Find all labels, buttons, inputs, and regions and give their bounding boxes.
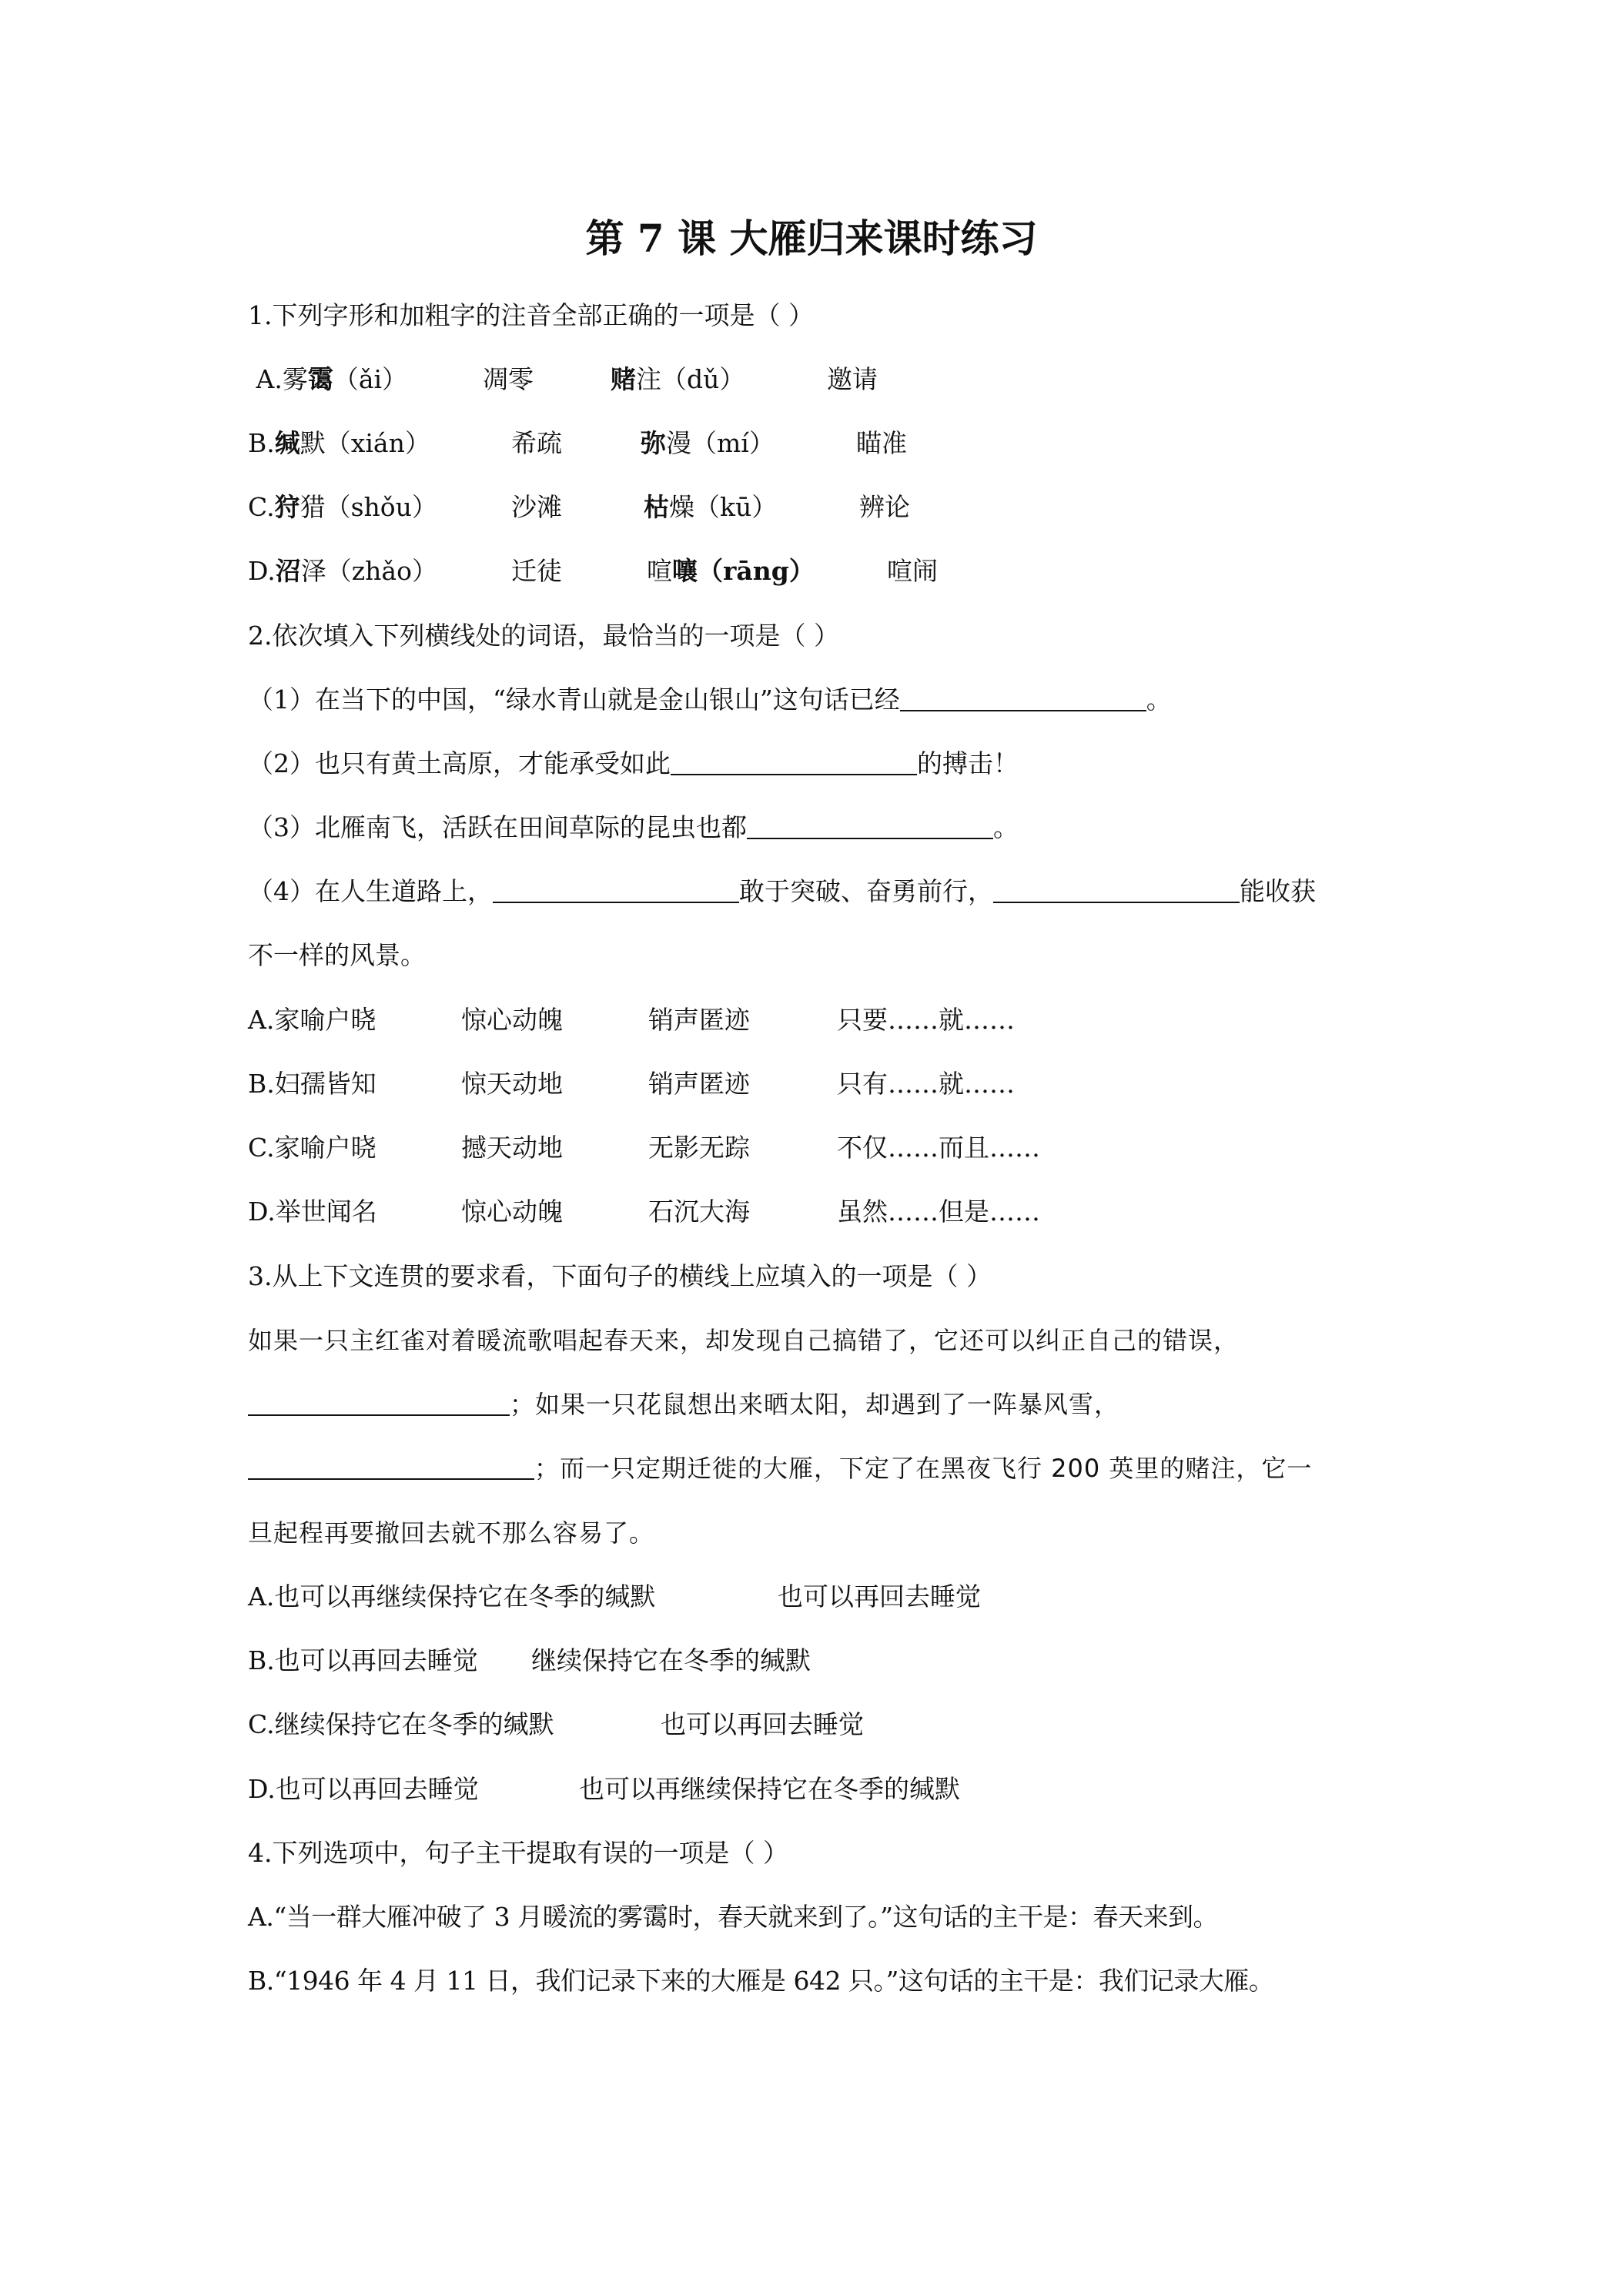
q2-sentence-2: （2）也只有黄土高原，才能承受如此 的搏击！ [248,745,1392,783]
q3-option-a: A.也可以再继续保持它在冬季的缄默 也可以再回去睡觉 [248,1581,981,1612]
q3-option-c: C.继续保持它在冬季的缄默 也可以再回去睡觉 [248,1709,864,1739]
q2-sentence-3: （3）北雁南飞，活跃在田间草际的昆虫也都 。 [248,808,1392,847]
answer-blank[interactable] [993,872,1240,903]
q2-option-b: B.妇孺皆知 惊天动地 销声匿迹 只有……就…… [248,1069,1015,1099]
q3-passage-line-4: 旦起程再要撤回去就不那么容易了。 [248,1518,655,1548]
q2-sentence-4: （4）在人生道路上， 敢于突破、奋勇前行， 能收获 [248,872,1392,911]
q4-option-b: B.“1946 年 4 月 11 日，我们记录下来的大雁是 642 只。”这句话的主干是：我们记录大雁。 [248,1966,1274,1996]
q3-passage-line-2: ；如果一只花鼠想出来晒太阳，却遇到了一阵暴风雪， [248,1385,1392,1424]
q1-stem: 1.下列字形和加粗字的注音全部正确的一项是（ ） [248,300,814,330]
answer-blank[interactable] [900,681,1146,711]
q2-option-c: C.家喻户晓 撼天动地 无影无踪 不仅……而且…… [248,1133,1040,1163]
answer-blank[interactable] [671,745,917,775]
q4-option-a: A.“当一群大雁冲破了 3 月暖流的雾霭时，春天就来到了。”这句话的主干是：春天来到。 [248,1902,1219,1932]
q1-option-d: D.沼泽（zhǎo） 迁徒 喧嚷（rāng） 喧闹 [248,556,938,586]
q3-stem: 3.从上下文连贯的要求看，下面句子的横线上应填入的一项是（ ） [248,1261,992,1291]
q1-option-c: C.狩猎（shǒu） 沙滩 枯燥（kū） 辨论 [248,492,910,522]
q1-option-a: A.雾霭（ǎi） 凋零 赌注（dǔ） 邀请 [256,364,878,394]
q2-stem: 2.依次填入下列横线处的词语，最恰当的一项是（ ） [248,621,839,651]
q3-passage-line-3: ；而一只定期迁徙的大雁，下定了在黑夜飞行 200 英里的赌注，它一 [248,1449,1392,1488]
answer-blank[interactable] [248,1385,510,1416]
answer-blank[interactable] [248,1449,534,1480]
q2-option-a: A.家喻户晓 惊心动魄 销声匿迹 只要……就…… [248,1005,1015,1035]
page-title: 第 7 课 大雁归来课时练习 [585,216,1038,261]
q2-option-d: D.举世闻名 惊心动魄 石沉大海 虽然……但是…… [248,1197,1040,1227]
q1-option-b: B.缄默（xián） 希疏 弥漫（mí） 瞄准 [248,428,907,458]
answer-blank[interactable] [747,808,993,839]
q4-stem: 4.下列选项中，句子主干提取有误的一项是（ ） [248,1838,788,1868]
answer-blank[interactable] [493,872,739,903]
q2-sentence-4-cont: 不一样的风景。 [248,940,426,970]
q3-passage-line-1: 如果一只主红雀对着暖流歌唱起春天来，却发现自己搞错了，它还可以纠正自己的错误， [248,1326,1240,1355]
q2-sentence-1: （1）在当下的中国，“绿水青山就是金山银山”这句话已经 。 [248,681,1392,719]
q3-option-d: D.也可以再回去睡觉 也可以再继续保持它在冬季的缄默 [248,1774,960,1804]
q3-option-b: B.也可以再回去睡觉 继续保持它在冬季的缄默 [248,1645,811,1675]
